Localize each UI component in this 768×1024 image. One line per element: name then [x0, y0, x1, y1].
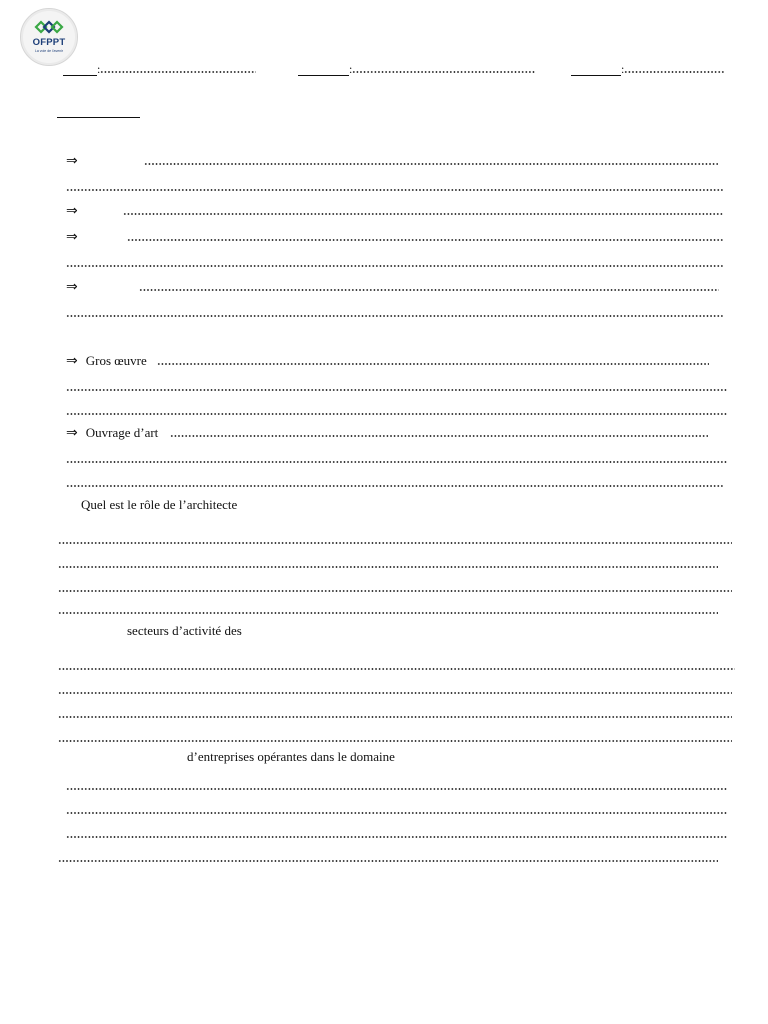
- section1-item-4[interactable]: [66, 280, 719, 294]
- implies-arrow-icon: ⇒: [66, 203, 78, 219]
- answer-dots: [139, 289, 719, 291]
- answer-line[interactable]: [66, 827, 727, 841]
- answer-line[interactable]: [66, 404, 727, 418]
- answer-line[interactable]: [58, 659, 735, 673]
- answer-line[interactable]: [58, 851, 718, 865]
- section1-item-1[interactable]: [66, 154, 718, 168]
- implies-arrow-icon: ⇒: [66, 353, 78, 369]
- answer-dots: [123, 213, 723, 215]
- section2-item-gros-oeuvre[interactable]: ⇒ Gros œuvre: [66, 354, 709, 368]
- implies-arrow-icon: ⇒: [66, 153, 78, 169]
- question-companies-domain: d’entreprises opérantes dans le domaine: [187, 749, 395, 764]
- answer-dots: [157, 363, 709, 365]
- ofppt-logo: [20, 8, 78, 66]
- answer-dots: [170, 435, 708, 437]
- answer-line[interactable]: [66, 306, 724, 320]
- answer-line[interactable]: [66, 779, 727, 793]
- implies-arrow-icon: ⇒: [66, 425, 78, 441]
- answer-line[interactable]: [58, 581, 732, 595]
- question-architect-role: Quel est le rôle de l’architecte: [81, 497, 238, 512]
- answer-line[interactable]: [66, 380, 727, 394]
- header-blank-3-dots: [624, 71, 724, 73]
- header-blank-2[interactable]: :: [298, 62, 535, 76]
- answer-line[interactable]: [66, 476, 724, 490]
- section-title-underline: [57, 117, 140, 118]
- question-activity-sectors: secteurs d’activité des: [127, 623, 242, 638]
- header-blank-2-underline: [298, 62, 349, 76]
- answer-line[interactable]: [58, 533, 732, 547]
- answer-line[interactable]: [66, 803, 727, 817]
- answer-line[interactable]: [58, 603, 718, 617]
- answer-line[interactable]: [58, 731, 732, 745]
- header-blank-3[interactable]: :: [571, 62, 724, 76]
- section1-item-2[interactable]: [66, 204, 723, 218]
- section1-item-3[interactable]: [66, 230, 724, 244]
- logo-tagline: La voie de l'avenir: [34, 49, 64, 53]
- header-blank-3-underline: [571, 62, 621, 76]
- logo-emblem-icon: [34, 19, 64, 35]
- implies-arrow-icon: ⇒: [66, 229, 78, 245]
- logo-name: OFPPT: [32, 37, 66, 48]
- answer-line[interactable]: [58, 557, 718, 571]
- header-blank-1-dots: [100, 71, 256, 73]
- answer-line[interactable]: [66, 256, 724, 270]
- answer-line[interactable]: [66, 180, 724, 194]
- implies-arrow-icon: ⇒: [66, 279, 78, 295]
- header-blank-1-underline: [63, 62, 97, 76]
- header-blank-2-dots: [352, 71, 535, 73]
- answer-dots: [127, 239, 724, 241]
- section2-item-ouvrage-d-art[interactable]: ⇒ Ouvrage d’art: [66, 426, 708, 440]
- answer-line[interactable]: [58, 683, 732, 697]
- answer-line[interactable]: [66, 452, 727, 466]
- header-blank-1[interactable]: :: [63, 62, 256, 76]
- answer-line[interactable]: [58, 707, 732, 721]
- answer-dots: [144, 163, 718, 165]
